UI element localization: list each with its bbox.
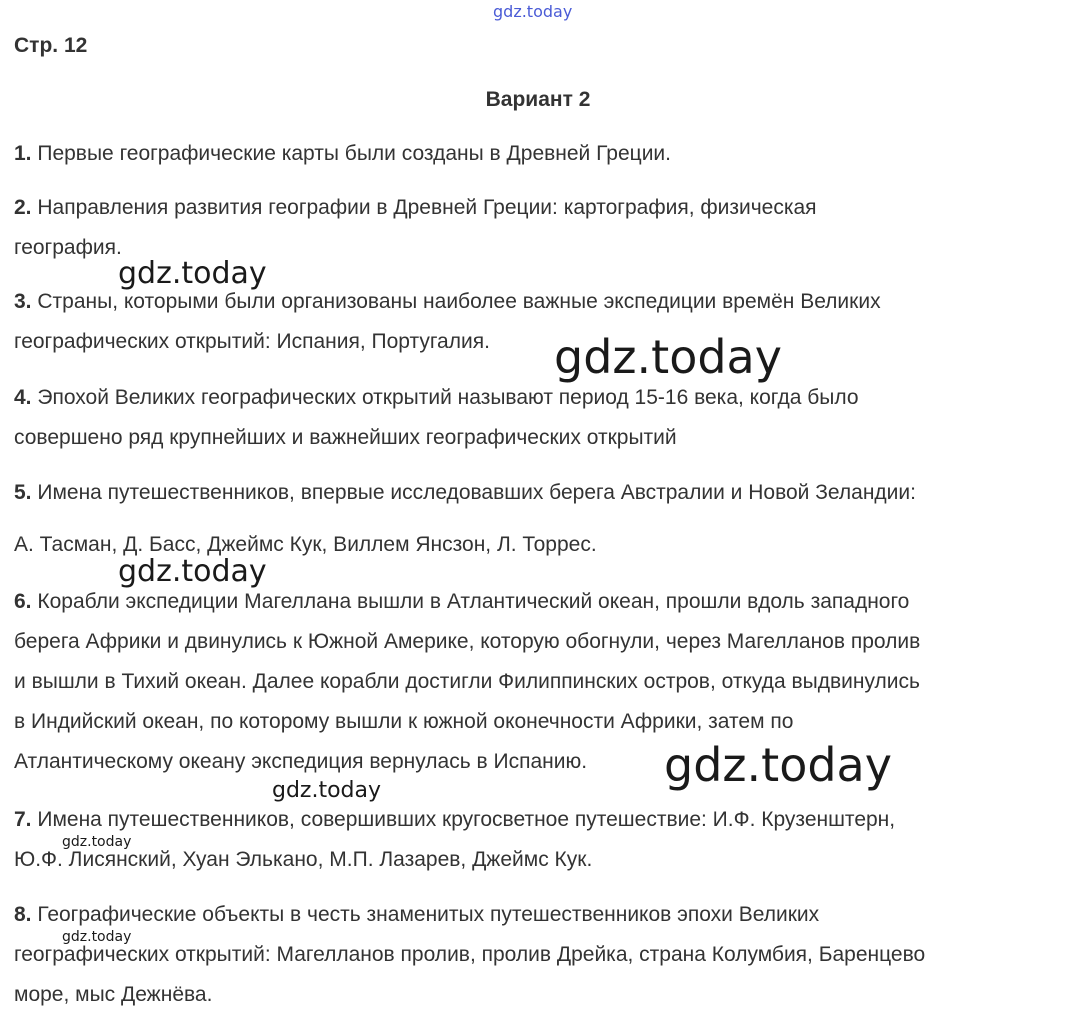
watermark: gdz.today <box>554 330 782 384</box>
answer-line: в Индийский океан, по которому вышли к южной оконечности Африки, затем по <box>14 710 794 733</box>
answer-text: Имена путешественников, впервые исследовавших берега Австралии и Новой Зеландии: <box>37 481 916 504</box>
answer-number: 1. <box>14 142 32 165</box>
answer-line <box>14 473 1064 513</box>
answer-line: А. Тасман, Д. Басс, Джеймс Кук, Виллем Янсзон, Л. Торрес. <box>14 533 597 556</box>
answer-line: Ю.Ф. Лисянский, Хуан Элькано, М.П. Лазарев, Джеймс Кук. <box>14 848 593 871</box>
page-reference: Стр. 12 <box>14 34 88 57</box>
watermark: gdz.today <box>664 738 892 792</box>
answer-text: Первые географические карты были созданы в Древней Греции. <box>37 142 671 165</box>
answer-number: 5. <box>14 481 32 504</box>
watermark: gdz.today <box>62 834 132 850</box>
answer-text: Страны, которыми были организованы наиболее важные экспедиции времён Великих <box>37 290 881 313</box>
watermark: gdz.today <box>272 778 382 803</box>
answer-text: Эпохой Великих географических открытий называют период 15-16 века, когда было <box>37 386 859 409</box>
answer-line <box>14 800 1064 840</box>
answer-number: 6. <box>14 590 32 613</box>
answer-number: 3. <box>14 290 32 313</box>
answer-line: географических открытий: Магелланов пролив, пролив Дрейка, страна Колумбия, Баренцево <box>14 943 926 966</box>
answer-line: Атлантическому океану экспедиция вернулась в Испанию. <box>14 750 588 773</box>
answer-number: 8. <box>14 903 32 926</box>
answer-line <box>14 188 1064 228</box>
answer-4 <box>14 378 1064 458</box>
answer-number: 7. <box>14 808 32 831</box>
answer-text: Корабли экспедиции Магеллана вышли в Атлантический океан, прошли вдоль западного <box>37 590 910 613</box>
answer-8 <box>14 895 1064 1015</box>
answer-line <box>14 378 1064 418</box>
answer-line: море, мыс Дежнёва. <box>14 983 213 1006</box>
answer-line <box>14 134 1064 174</box>
answer-line: географических открытий: Испания, Португалия. <box>14 330 490 353</box>
watermark: gdz.today <box>62 929 132 945</box>
watermark: gdz.today <box>118 256 267 291</box>
answer-line <box>14 895 1064 935</box>
answer-text: Имена путешественников, совершивших кругосветное путешествие: И.Ф. Крузенштерн, <box>37 808 896 831</box>
answer-3 <box>14 282 1064 362</box>
answer-number: 2. <box>14 196 32 219</box>
answer-text: Географические объекты в честь знаменитых путешественников эпохи Великих <box>37 903 820 926</box>
watermark-top: gdz.today <box>493 2 573 21</box>
answer-1 <box>14 134 1064 174</box>
variant-title: Вариант 2 <box>485 88 591 111</box>
answer-6 <box>14 582 1064 782</box>
answer-text: Направления развития географии в Древней Греции: картография, физическая <box>37 196 817 219</box>
answer-line: совершено ряд крупнейших и важнейших географических открытий <box>14 426 677 449</box>
answer-5 <box>14 473 1064 565</box>
answer-7 <box>14 800 1064 880</box>
answer-line: берега Африки и двинулись к Южной Америке, которую обогнули, через Магелланов пролив <box>14 630 921 653</box>
watermark: gdz.today <box>118 554 267 589</box>
answer-line: география. <box>14 236 122 259</box>
answer-line: и вышли в Тихий океан. Далее корабли достигли Филиппинских остров, откуда выдвинулись <box>14 670 920 693</box>
answer-number: 4. <box>14 386 32 409</box>
